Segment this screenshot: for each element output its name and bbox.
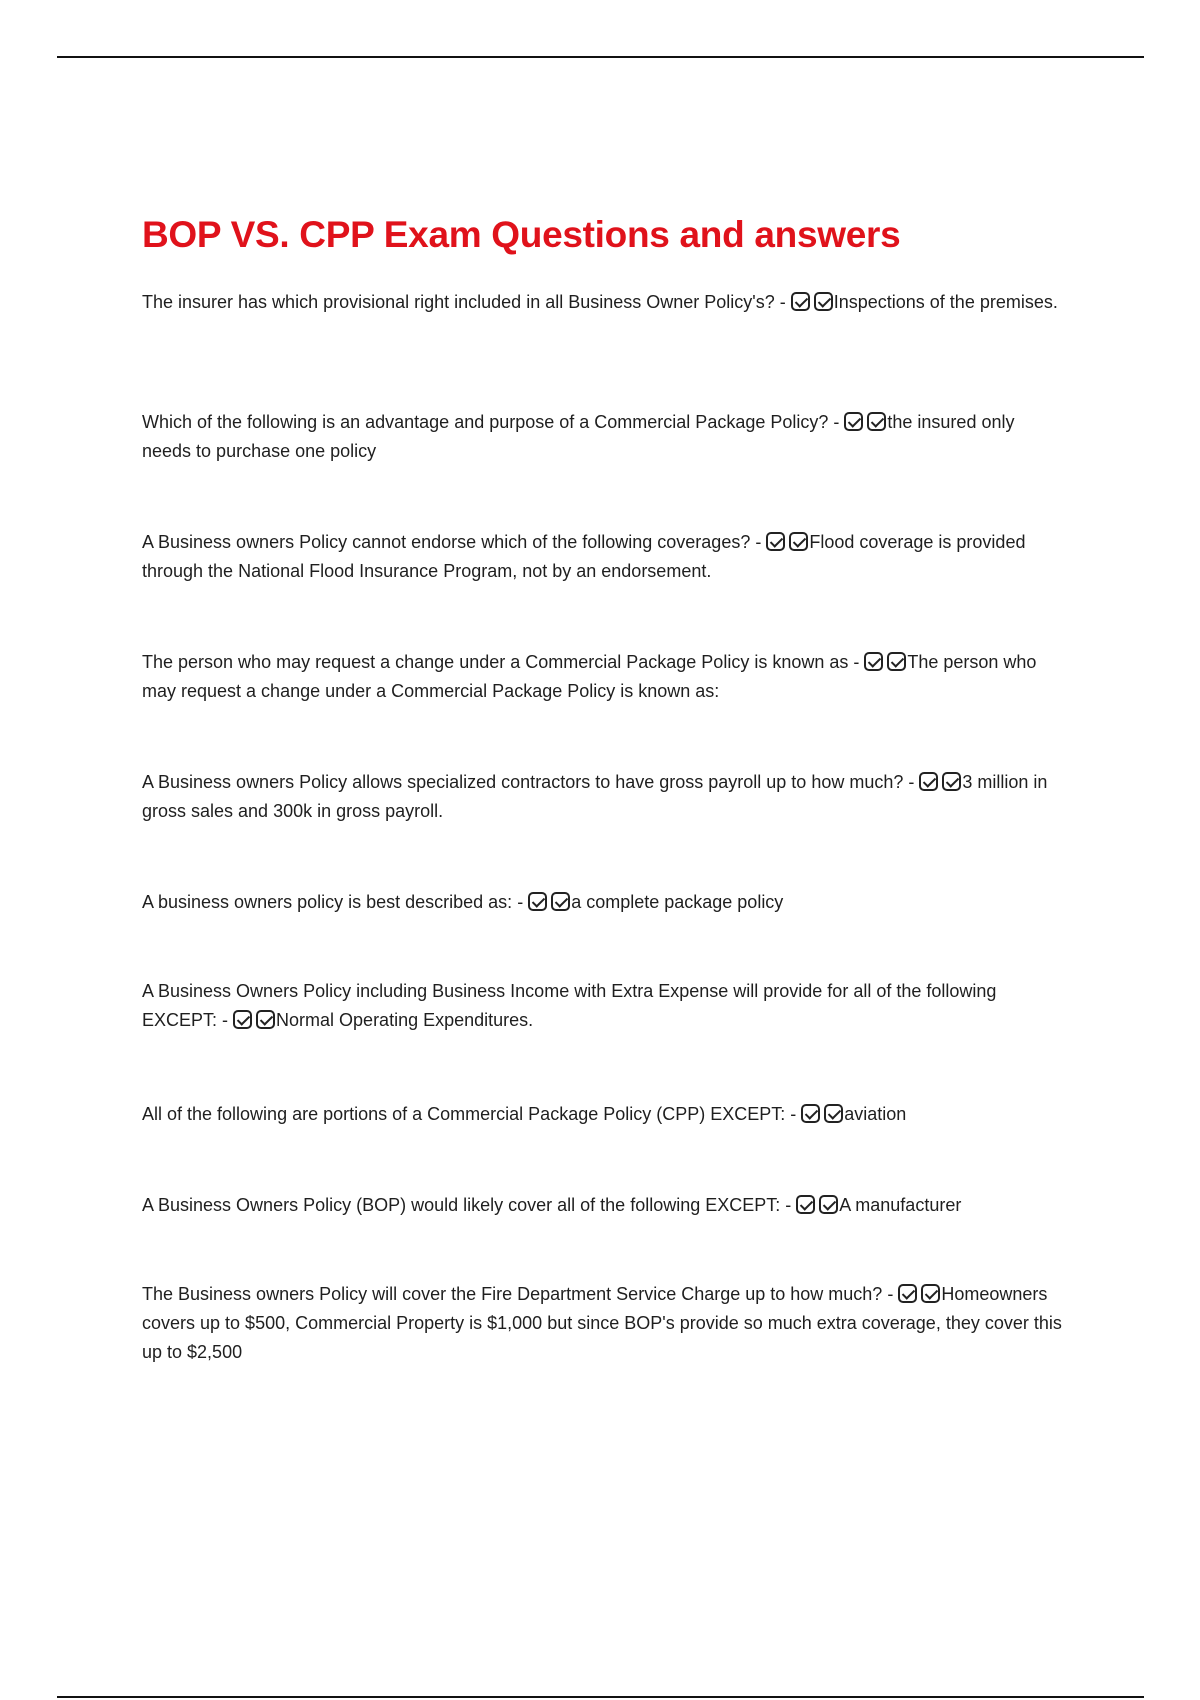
answer-text: Normal Operating Expenditures. (276, 1010, 534, 1030)
qa-item (142, 1100, 1067, 1129)
checked-box-icon (921, 1284, 940, 1303)
separator: - (785, 1104, 802, 1124)
question-text: A Business Owners Policy including Business Income with Extra Expense will provide for all of the following EXCEPT: (142, 981, 997, 1030)
qa-item (142, 408, 1067, 466)
checked-box-icon (256, 1010, 275, 1029)
bottom-rule (57, 1696, 1144, 1698)
checked-box-icon (551, 892, 570, 911)
checked-box-icon (844, 412, 863, 431)
checked-box-icon (898, 1284, 917, 1303)
top-rule (57, 56, 1144, 58)
checked-box-icon (796, 1195, 815, 1214)
checked-box-icon (942, 772, 961, 791)
separator: - (780, 1195, 797, 1215)
qa-item (142, 888, 1067, 917)
checked-box-icon (766, 532, 785, 551)
answer-text: a complete package policy (571, 892, 784, 912)
qa-item (142, 648, 1067, 706)
separator: - (750, 532, 767, 552)
checked-box-icon (919, 772, 938, 791)
page-title: BOP VS. CPP Exam Questions and answers (142, 214, 901, 255)
checked-box-icon (867, 412, 886, 431)
qa-item (142, 1191, 1067, 1220)
checked-box-icon (887, 652, 906, 671)
checked-box-icon (824, 1104, 843, 1123)
question-text: A business owners policy is best described as: (142, 892, 513, 912)
question-text: The person who may request a change under a Commercial Package Policy is known as (142, 652, 849, 672)
separator: - (828, 412, 845, 432)
answer-text: aviation (844, 1104, 907, 1124)
question-text: A Business owners Policy allows specialized contractors to have gross payroll up to how much? (142, 772, 904, 792)
qa-item (142, 288, 1067, 317)
checked-box-icon (814, 292, 833, 311)
answer-text: Homeowners covers up to $500, Commercial Property is $1,000 but since BOP's provide so much extra coverage, they cover this up to $2,500 (142, 1284, 1062, 1362)
question-text: The Business owners Policy will cover the Fire Department Service Charge up to how much? (142, 1284, 883, 1304)
separator: - (848, 652, 865, 672)
separator: - (903, 772, 920, 792)
qa-item (142, 768, 1067, 826)
question-text: A Business owners Policy cannot endorse which of the following coverages? (142, 532, 751, 552)
answer-text: 3 million in gross sales and 300k in gross payroll. (142, 772, 1048, 821)
checked-box-icon (791, 292, 810, 311)
qa-item (142, 977, 1067, 1035)
checked-box-icon (789, 532, 808, 551)
answer-text: Flood coverage is provided through the National Flood Insurance Program, not by an endorsement. (142, 532, 1026, 581)
answer-text: A manufacturer (839, 1195, 962, 1215)
separator: - (882, 1284, 899, 1304)
question-text: Which of the following is an advantage and purpose of a Commercial Package Policy? (142, 412, 829, 432)
question-text: The insurer has which provisional right included in all Business Owner Policy's? (142, 292, 775, 312)
separator: - (774, 292, 791, 312)
answer-text: The person who may request a change under a Commercial Package Policy is known as: (142, 652, 1037, 701)
answer-text: Inspections of the premises. (833, 292, 1058, 312)
answer-text: the insured only needs to purchase one policy (142, 412, 1015, 461)
qa-item (142, 1280, 1067, 1367)
question-text: A Business Owners Policy (BOP) would likely cover all of the following EXCEPT: (142, 1195, 781, 1215)
question-text: All of the following are portions of a Commercial Package Policy (CPP) EXCEPT: (142, 1104, 786, 1124)
qa-item (142, 528, 1067, 586)
checked-box-icon (864, 652, 883, 671)
checked-box-icon (801, 1104, 820, 1123)
checked-box-icon (819, 1195, 838, 1214)
checked-box-icon (528, 892, 547, 911)
separator: - (217, 1010, 234, 1030)
separator: - (512, 892, 529, 912)
checked-box-icon (233, 1010, 252, 1029)
